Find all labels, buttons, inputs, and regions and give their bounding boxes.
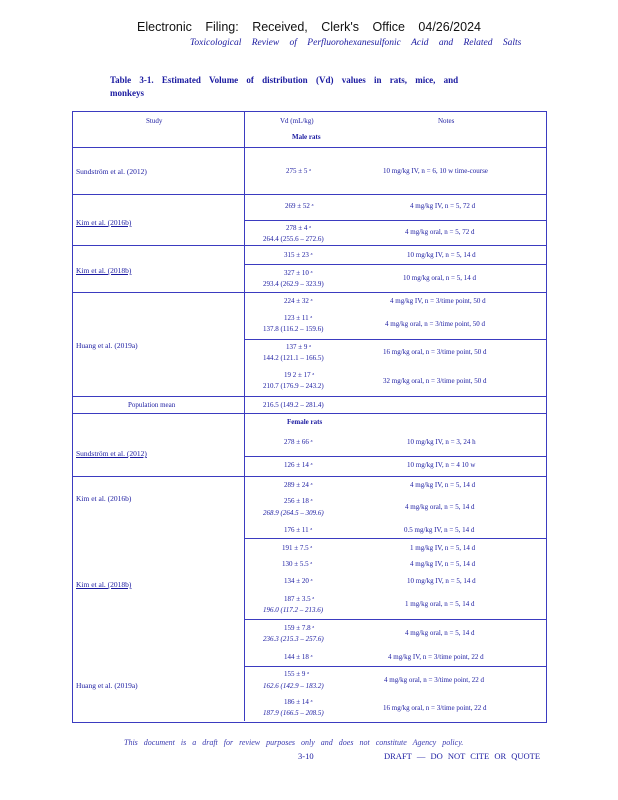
study-kim-2018b-male: Kim et al. (2018b) xyxy=(76,266,132,275)
vd-estimate: 210.7 (176.9 – 243.2) xyxy=(263,382,324,390)
study-kim-2018b-female: Kim et al. (2018b) xyxy=(76,580,132,589)
draft-notice: DRAFT — DO NOT CITE OR QUOTE xyxy=(384,751,541,761)
draft-disclaimer: This document is a draft for review purposes only and does not constitute Agency policy. xyxy=(124,738,464,747)
vd-value: 134 ± 20 ᵃ xyxy=(284,577,313,585)
vd-estimate: 196.0 (117.2 – 213.6) xyxy=(263,606,324,614)
dose-note: 0.5 mg/kg IV, n = 5, 14 d xyxy=(404,526,475,534)
col-header-vd: Vd (mL/kg) xyxy=(280,117,314,125)
vd-estimate: 144.2 (121.1 – 166.5) xyxy=(263,354,324,362)
dose-note: 4 mg/kg oral, n = 3/time point, 50 d xyxy=(385,320,485,328)
dose-note: 4 mg/kg oral, n = 3/time point, 22 d xyxy=(384,676,484,684)
vd-estimate: 293.4 (262.9 – 323.9) xyxy=(263,280,324,288)
study-huang-2019a-female: Huang et al. (2019a) xyxy=(76,681,138,690)
dose-note: 10 mg/kg IV, n = 4 10 w xyxy=(407,461,476,469)
dose-note: 32 mg/kg oral, n = 3/time point, 50 d xyxy=(383,377,487,385)
dose-note: 4 mg/kg IV, n = 5, 72 d xyxy=(410,202,476,210)
dose-note: 1 mg/kg oral, n = 5, 14 d xyxy=(405,600,475,608)
page-number: 3-10 xyxy=(298,751,314,761)
vd-value: 176 ± 11 ᵃ xyxy=(284,526,313,534)
dose-note: 4 mg/kg IV, n = 5, 14 d xyxy=(410,560,476,568)
vd-value: 315 ± 23 ᵃ xyxy=(284,251,313,259)
vd-estimate: 268.9 (264.5 – 309.6) xyxy=(263,509,324,517)
vd-value: 256 ± 18 ᵃ xyxy=(284,497,313,505)
dose-note: 10 mg/kg IV, n = 3, 24 h xyxy=(407,438,476,446)
dose-note: 16 mg/kg oral, n = 3/time point, 22 d xyxy=(383,704,487,712)
dose-note: 10 mg/kg IV, n = 5, 14 d xyxy=(407,251,476,259)
dose-note: 4 mg/kg oral, n = 5, 14 d xyxy=(405,629,475,637)
section-female-rats: Female rats xyxy=(287,418,323,426)
dose-note: 4 mg/kg oral, n = 5, 14 d xyxy=(405,503,475,511)
dose-note: 10 mg/kg IV, n = 5, 14 d xyxy=(407,577,476,585)
dose-note: 4 mg/kg IV, n = 3/time point, 50 d xyxy=(390,297,486,305)
vd-value: 126 ± 14 ᵃ xyxy=(284,461,313,469)
vd-value: 191 ± 7.5 ᵃ xyxy=(282,544,313,552)
vd-value: 278 ± 66 ᵃ xyxy=(284,438,313,446)
study-sundstrom-female: Sundström et al. (2012) xyxy=(76,449,147,458)
dose-note: 1 mg/kg IV, n = 5, 14 d xyxy=(410,544,476,552)
study-kim-2016b-female: Kim et al. (2016b) xyxy=(76,494,132,503)
vd-estimate: 137.8 (116.2 – 159.6) xyxy=(263,325,324,333)
vd-value: 186 ± 14 ᵃ xyxy=(284,698,313,706)
vd-value: 327 ± 10 ᵃ xyxy=(284,269,313,277)
section-male-rats: Male rats xyxy=(292,133,321,141)
vd-estimate: 187.9 (166.5 – 208.5) xyxy=(263,709,324,717)
col-header-study: Study xyxy=(146,117,163,125)
document-subtitle: Toxicological Review of Perfluorohexanesulfonic Acid and Related Salts xyxy=(190,38,522,48)
vd-value: 269 ± 52 ᵃ xyxy=(285,202,314,210)
vd-estimate: 236.3 (215.3 – 257.6) xyxy=(263,635,324,643)
study-sundstrom-male: Sundström et al. (2012) xyxy=(76,167,147,176)
vd-estimate: 264.4 (255.6 – 272.6) xyxy=(263,235,324,243)
dose-note: 4 mg/kg IV, n = 5, 14 d xyxy=(410,481,476,489)
vd-value: 123 ± 11 ᵃ xyxy=(284,314,313,322)
vd-value: 187 ± 3.5 ᵃ xyxy=(284,595,315,603)
population-mean-value: 216.5 (149.2 – 281.4) xyxy=(263,401,324,409)
study-huang-2019a-male: Huang et al. (2019a) xyxy=(76,341,138,350)
vd-value: 289 ± 24 ᵃ xyxy=(284,481,313,489)
vd-estimate: 162.6 (142.9 – 183.2) xyxy=(263,682,324,690)
caption-line-1: Table 3-1. Estimated Volume of distribution (Vd) values in rats, mice, and xyxy=(110,75,459,85)
dose-note: 10 mg/kg oral, n = 5, 14 d xyxy=(403,274,476,282)
vd-value: 155 ± 9 ᵃ xyxy=(284,670,310,678)
vd-value: 224 ± 32 ᵃ xyxy=(284,297,313,305)
study-kim-2016b-male: Kim et al. (2016b) xyxy=(76,218,132,227)
col-header-notes: Notes xyxy=(438,117,455,125)
vd-value: 278 ± 4 ᵃ xyxy=(286,224,312,232)
population-mean-label: Population mean xyxy=(128,401,176,409)
vd-value: 144 ± 18 ᵃ xyxy=(284,653,313,661)
vd-value: 130 ± 5.5 ᵃ xyxy=(282,560,313,568)
dose-note: 16 mg/kg oral, n = 3/time point, 50 d xyxy=(383,348,487,356)
dose-note: 4 mg/kg IV, n = 3/time point, 22 d xyxy=(388,653,484,661)
table-caption xyxy=(110,74,490,100)
caption-line-2: monkeys xyxy=(110,88,145,98)
vd-value: 275 ± 5 ᵃ xyxy=(286,167,312,175)
filing-stamp: Electronic Filing: Received, Clerk's Office 04/26/2024 xyxy=(137,20,481,34)
vd-value: 19 2 ± 17 ᵃ xyxy=(284,371,315,379)
vd-value: 159 ± 7.8 ᵃ xyxy=(284,624,315,632)
dose-note: 10 mg/kg IV, n = 6, 10 w time-course xyxy=(383,167,488,175)
vd-value: 137 ± 9 ᵃ xyxy=(286,343,312,351)
dose-note: 4 mg/kg oral, n = 5, 72 d xyxy=(405,228,475,236)
